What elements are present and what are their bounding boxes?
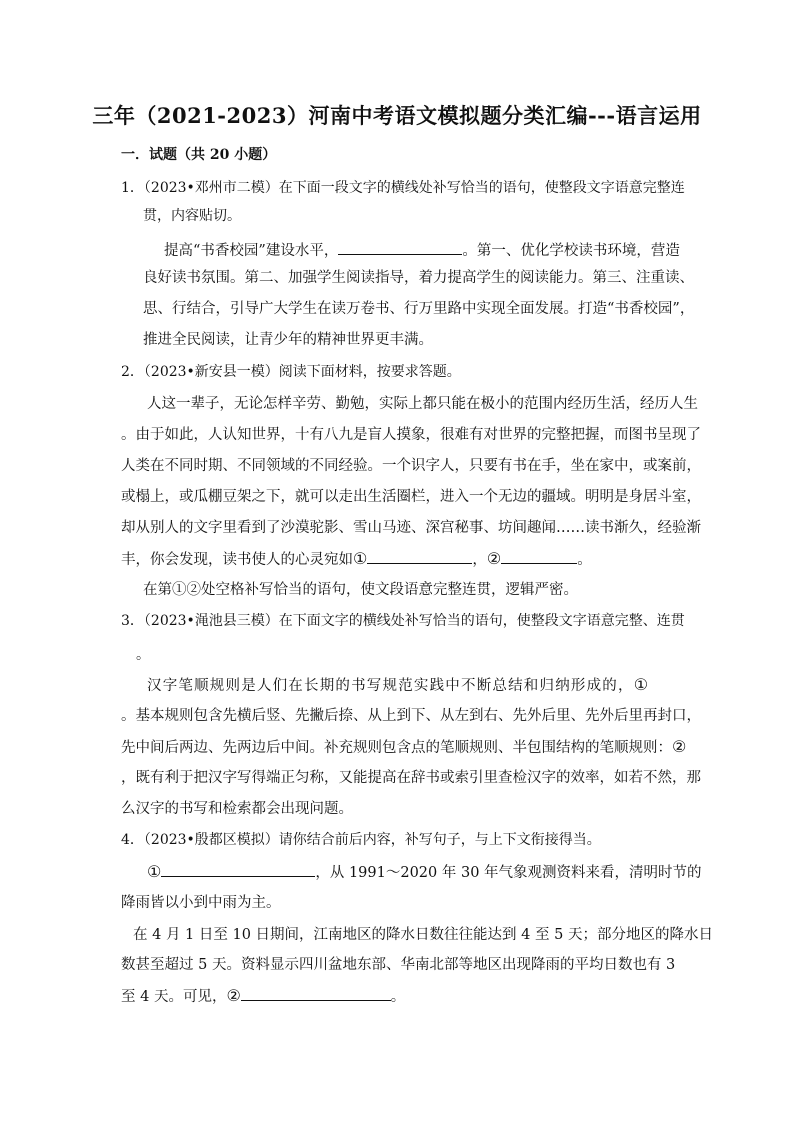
q4-text-line-1 [147, 862, 702, 883]
q4-text-line-4: 数甚至超过 5 天。资料显示四川盆地东部、华南北部等地区出现降雨的平均日数也有 3 [121, 957, 676, 973]
q2-task: 在第①②处空格补写恰当的语句，使文段语意完整连贯，逻辑严密。 [143, 582, 578, 598]
q2-text-seg: 。 [577, 552, 592, 568]
q3-text-line-3 [121, 737, 686, 758]
q4-answer-blank-2[interactable] [241, 986, 391, 1001]
q4-text-line-2: 降雨皆以小到中雨为主。 [121, 895, 281, 911]
q1-answer-blank[interactable] [338, 240, 462, 255]
circled-number-2: ② [226, 986, 241, 1005]
q4-text-seg: 至 4 天。可见， [121, 989, 227, 1005]
q1-text-seg: 。第一、优化学校读书环境，营造 [462, 243, 680, 259]
q2-answer-blank-2[interactable] [501, 549, 577, 564]
q1-heading-cont: 贯，内容贴切。 [143, 208, 241, 224]
q2-answer-blank-1[interactable] [367, 549, 472, 564]
q3-text-seg: 汉字笔顺规则是人们在长期的书写规范实践中不断总结和归纳形成的， [147, 678, 634, 694]
q2-text-seg: 丰，你会发现，读书使人的心灵宛如 [121, 552, 353, 568]
q1-heading: 1．（2023•邓州市二模）在下面一段文字的横线处补写恰当的语句，使整段文字语意完整连 [121, 180, 685, 196]
q2-text-line-3: 人类在不同时期、不同领域的不同经验。一个识字人，只要有书在手，坐在家中，或案前， [121, 458, 701, 474]
q3-text-line-4: ，既有利于把汉字写得端正匀称，又能提高在辞书或索引里查检汉字的效率，如若不然，那 [121, 770, 701, 786]
q1-text-line-2: 良好读书氛围。第二、加强学生阅读指导，着力提高学生的阅读能力。第三、注重读、 [143, 270, 694, 286]
q2-text-seg: ， [472, 552, 487, 568]
q4-text-seg: ，从 1991～2020 年 30 年气象观测资料来看，清明时节的 [315, 865, 702, 881]
q4-heading: 4．（2023•殷都区模拟）请你结合前后内容，补写句子，与上下文衔接得当。 [121, 832, 601, 848]
q1-text-line-1 [164, 240, 680, 261]
q4-text-line-3: 在 4 月 1 日至 10 日期间，江南地区的降水日数往往能达到 4 至 5 天；部分地区的降水日 [133, 927, 713, 943]
q2-text-line-5: 却从别人的文字里看到了沙漠驼影、雪山马迹、深宫秘事、坊间趣闻……读书渐久，经验渐 [121, 520, 701, 536]
q4-answer-blank-1[interactable] [161, 862, 315, 877]
q4-text-line-5 [121, 986, 405, 1007]
q3-heading: 3．（2023•渑池县三模）在下面文字的横线处补写恰当的语句，使整段文字语意完整、连贯 [121, 613, 685, 629]
q2-heading: 2．（2023•新安县一模）阅读下面材料，按要求答题。 [121, 364, 461, 380]
q2-text-line-6 [121, 549, 592, 570]
q3-text-line-5: 么汉字的书写和检索都会出现问题。 [121, 801, 353, 817]
q4-text-seg: 。 [390, 989, 406, 1005]
q2-text-line-1: 人这一辈子，无论怎样辛劳、勤勉，实际上都只能在极小的范围内经历生活，经历人生 [147, 396, 698, 412]
q1-text-line-3: 思、行结合，引导广大学生在读万卷书、行万里路中实现全面发展。打造“书香校园”， [143, 301, 695, 317]
circled-number-1: ① [353, 549, 368, 568]
q1-text-seg: 提高“书香校园”建设水平， [164, 243, 339, 259]
q3-text-seg: 先中间后两边、先两边后中间。补充规则包含点的笔顺规则、半包围结构的笔顺规则： [121, 740, 672, 756]
q3-heading-cont: 。 [136, 647, 150, 663]
circled-number-1: ① [147, 862, 162, 881]
q1-text-line-4: 推进全民阅读，让青少年的精神世界更丰满。 [143, 332, 433, 348]
page-title: 三年（2021-2023）河南中考语文模拟题分类汇编---语言运用 [92, 103, 702, 128]
section-heading: 一．试题（共 20 小题） [121, 147, 277, 163]
circled-number-2: ② [672, 737, 687, 756]
q2-text-line-4: 或榻上，或瓜棚豆架之下，就可以走出生活圈栏，进入一个无边的疆域。明明是身居斗室， [121, 489, 701, 505]
q3-text-line-1 [147, 675, 649, 696]
q2-text-line-2: 。由于如此，人认知世界，十有八九是盲人摸象，很难有对世界的完整把握，而图书呈现了 [121, 427, 701, 443]
q3-text-line-2: 。基本规则包含先横后竖、先撇后捺、从上到下、从左到右、先外后里、先外后里再封口， [121, 708, 701, 724]
circled-number-2: ② [486, 549, 502, 568]
circled-number-1: ① [633, 675, 650, 694]
